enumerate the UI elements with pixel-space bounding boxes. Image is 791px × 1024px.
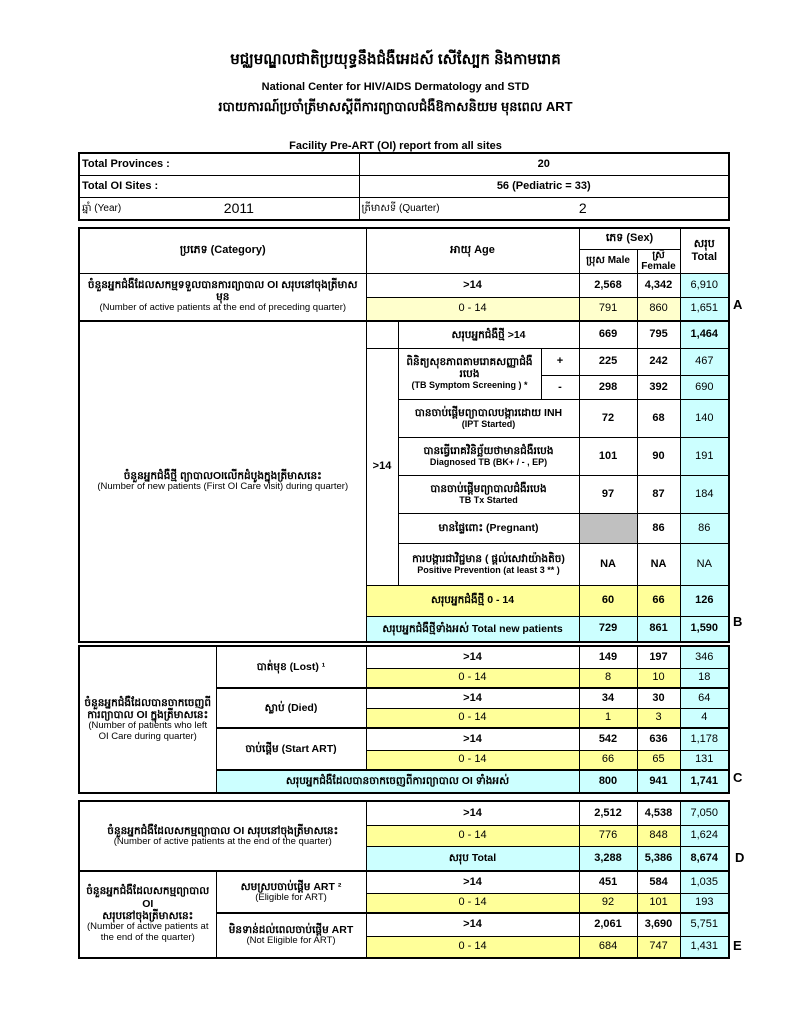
c-lost-under14-male: 8 bbox=[579, 668, 637, 688]
section-d-category-english: (Number of active patients at the end of the quarter) bbox=[113, 835, 332, 847]
b-positive-prevention-total: NA bbox=[680, 543, 729, 585]
report-header bbox=[0, 50, 791, 152]
c-lost-label: បាត់មុខ (Lost) ¹ bbox=[216, 646, 366, 688]
e-eligible-under14-female: 101 bbox=[637, 893, 680, 913]
b-positive-prevention-label bbox=[398, 543, 579, 585]
section-c-category bbox=[79, 646, 216, 793]
c-died-label: ស្លាប់ (Died) bbox=[216, 688, 366, 728]
col-header-age: អាយុ Age bbox=[366, 228, 579, 273]
b-age-span-over14: >14 bbox=[366, 348, 398, 585]
section-a-category-khmer: ចំនួនអ្នកជំងឺដែលសកម្មទទួលបានការព្យាបាល OI សរុបនៅចុងត្រីមាសមុន bbox=[87, 279, 358, 304]
e-eligible-over14-male: 451 bbox=[579, 871, 637, 893]
section-c-category-khmer2: ការព្យាបាល OI ក្នុងត្រីមាសនេះ bbox=[87, 708, 209, 721]
c-lost-over14-total: 346 bbox=[680, 646, 729, 668]
section-b-category-khmer: ចំនួនអ្នកជំងឺថ្មី ព្យាបាលOIលើកដំបូងក្នុងត្រីមាសនេះ bbox=[123, 470, 322, 482]
a-under14-male: 791 bbox=[579, 297, 637, 321]
b-ipt-label bbox=[398, 399, 579, 437]
c-start-art-under14-male: 66 bbox=[579, 750, 637, 770]
e-not-eligible-over14-age: >14 bbox=[366, 913, 579, 936]
year-cell bbox=[79, 197, 359, 220]
c-start-art-over14-male: 542 bbox=[579, 728, 637, 750]
b-total-new-patients-total: 1,590 bbox=[680, 616, 729, 642]
b-total-new-over14-male: 669 bbox=[579, 321, 637, 348]
col-header-category: ប្រភេទ (Category) bbox=[79, 228, 366, 273]
e-not-eligible-over14-male: 2,061 bbox=[579, 913, 637, 936]
a-under14-total: 1,651 bbox=[680, 297, 729, 321]
d-over14-total: 7,050 bbox=[680, 801, 729, 825]
b-tb-plus-total: 467 bbox=[680, 348, 729, 375]
total-oi-sites-value: 56 (Pediatric = 33) bbox=[359, 175, 729, 197]
b-positive-prevention-male: NA bbox=[579, 543, 637, 585]
c-start-art-under14-age: 0 - 14 bbox=[366, 750, 579, 770]
c-start-art-over14-female: 636 bbox=[637, 728, 680, 750]
b-diag-tb-english: Diagnosed TB (BK+ / - , EP) bbox=[429, 456, 548, 467]
b-total-new-over14-label: សរុបអ្នកជំងឺថ្មី >14 bbox=[398, 321, 579, 348]
a-under14-age: 0 - 14 bbox=[366, 297, 579, 321]
d-total-total: 8,674 bbox=[680, 846, 729, 871]
b-tb-screening-english: (TB Symptom Screening ) * bbox=[411, 380, 528, 391]
b-total-new-under14-female: 66 bbox=[637, 585, 680, 616]
report-title: Facility Pre-ART (OI) report from all sites bbox=[289, 140, 502, 152]
b-tb-minus-female: 392 bbox=[637, 375, 680, 399]
info-table bbox=[78, 152, 730, 221]
section-e-category-english2: the end of the quarter) bbox=[100, 931, 195, 943]
main-table-ab bbox=[78, 227, 730, 643]
b-total-new-under14-total: 126 bbox=[680, 585, 729, 616]
section-d-category-khmer: ចំនួនអ្នកជំងឺដែលសកម្មព្យាបាល OI សរុបនៅចុងត្រីមាសនេះ bbox=[107, 824, 339, 837]
table-left-oi-care bbox=[78, 645, 730, 794]
section-tag-a: A bbox=[733, 297, 743, 312]
b-row1-spacer bbox=[366, 321, 398, 348]
c-total-female: 941 bbox=[637, 770, 680, 793]
c-total-label: សរុបអ្នកជំងឺដែលបានចាកចេញពីការព្យាបាល OI ទាំងអស់ bbox=[216, 770, 579, 793]
c-died-over14-total: 64 bbox=[680, 688, 729, 708]
b-total-new-patients-female: 861 bbox=[637, 616, 680, 642]
a-over14-male: 2,568 bbox=[579, 273, 637, 297]
b-ipt-male: 72 bbox=[579, 399, 637, 437]
e-not-eligible-english: (Not Eligible for ART) bbox=[246, 935, 336, 947]
org-title-english: National Center for HIV/AIDS Dermatology and STD bbox=[261, 81, 530, 93]
d-over14-female: 4,538 bbox=[637, 801, 680, 825]
report-subtitle-khmer: របាយការណ៍ប្រចាំត្រីមាសស្តីពីការព្យាបាលជំងឺឱកាសនិយម មុនពេល ART bbox=[218, 99, 573, 114]
section-c-category-khmer1: ចំនួនអ្នកជំងឺដែលបានចាកចេញពី bbox=[84, 696, 212, 709]
b-tb-plus-male: 225 bbox=[579, 348, 637, 375]
b-tbtx-label bbox=[398, 475, 579, 513]
b-total-new-over14-female: 795 bbox=[637, 321, 680, 348]
b-total-new-under14-label: សរុបអ្នកជំងឺថ្មី 0 - 14 bbox=[366, 585, 579, 616]
year-value: 2011 bbox=[223, 200, 254, 217]
section-e-category-khmer1: ចំនួនអ្នកជំងឺដែលសកម្មព្យាបាល OI bbox=[86, 885, 210, 910]
c-lost-under14-age: 0 - 14 bbox=[366, 668, 579, 688]
e-not-eligible-under14-male: 684 bbox=[579, 936, 637, 958]
section-e-category-english1: (Number of active patients at bbox=[87, 920, 209, 932]
b-tbtx-total: 184 bbox=[680, 475, 729, 513]
b-positive-prevention-english: Positive Prevention (at least 3 ** ) bbox=[417, 564, 560, 575]
e-eligible-under14-male: 92 bbox=[579, 893, 637, 913]
b-total-new-over14-total: 1,464 bbox=[680, 321, 729, 348]
table-active-end-quarter bbox=[78, 800, 730, 959]
b-ipt-female: 68 bbox=[637, 399, 680, 437]
c-lost-over14-male: 149 bbox=[579, 646, 637, 668]
section-a-category-english: (Number of active patients at the end of preceding quarter) bbox=[99, 302, 347, 314]
d-total-female: 5,386 bbox=[637, 846, 680, 871]
total-provinces-label: Total Provinces : bbox=[79, 153, 359, 175]
e-eligible-label bbox=[216, 871, 366, 913]
e-eligible-under14-total: 193 bbox=[680, 893, 729, 913]
section-tag-e: E bbox=[733, 938, 742, 953]
b-tb-plus-female: 242 bbox=[637, 348, 680, 375]
a-over14-female: 4,342 bbox=[637, 273, 680, 297]
b-pregnant-male-na-cell bbox=[579, 513, 637, 543]
section-c-category-english2: OI Care during quarter) bbox=[98, 730, 197, 742]
quarter-cell bbox=[359, 197, 729, 220]
section-tag-b: B bbox=[733, 614, 743, 629]
e-not-eligible-khmer: មិនទាន់ដល់ពេលចាប់ផ្តើម ART bbox=[228, 924, 354, 936]
c-start-art-label: ចាប់ផ្តើម (Start ART) bbox=[216, 728, 366, 770]
e-not-eligible-label bbox=[216, 913, 366, 958]
c-lost-over14-female: 197 bbox=[637, 646, 680, 668]
d-under14-total: 1,624 bbox=[680, 825, 729, 846]
e-eligible-over14-female: 584 bbox=[637, 871, 680, 893]
section-tag-d: D bbox=[735, 850, 745, 865]
quarter-label: ត្រីមាសទី (Quarter) bbox=[361, 202, 440, 214]
c-died-over14-female: 30 bbox=[637, 688, 680, 708]
b-total-new-patients-label: សរុបអ្នកជំងឺថ្មីទាំងអស់ Total new patients bbox=[366, 616, 579, 642]
c-lost-under14-total: 18 bbox=[680, 668, 729, 688]
c-start-art-under14-female: 65 bbox=[637, 750, 680, 770]
b-tbtx-english: TB Tx Started bbox=[459, 494, 518, 505]
c-total-total: 1,741 bbox=[680, 770, 729, 793]
c-died-under14-total: 4 bbox=[680, 708, 729, 728]
e-not-eligible-under14-age: 0 - 14 bbox=[366, 936, 579, 958]
b-diag-tb-khmer: បានធ្វើរោគវិនិច្ឆ័យថាមានជំងឺរបេង bbox=[423, 444, 554, 457]
b-total-new-under14-male: 60 bbox=[579, 585, 637, 616]
section-b-category bbox=[79, 321, 366, 642]
b-tb-screening-khmer: ពិនិត្យសុខភាពតាមរោគសញ្ញាជំងឺរបេង bbox=[406, 356, 533, 381]
col-header-sex: ភេទ (Sex) bbox=[579, 228, 680, 249]
d-under14-male: 776 bbox=[579, 825, 637, 846]
b-positive-prevention-khmer: ការបង្ការជាវិជ្ជមាន ( ផ្តល់សេវាយ៉ាងតិច) bbox=[412, 552, 565, 565]
a-over14-age: >14 bbox=[366, 273, 579, 297]
a-over14-total: 6,910 bbox=[680, 273, 729, 297]
section-d-category bbox=[79, 801, 366, 871]
section-e-category-khmer2: សរុបនៅចុងត្រីមាសនេះ bbox=[102, 909, 194, 922]
d-under14-age: 0 - 14 bbox=[366, 825, 579, 846]
b-ipt-english: (IPT Started) bbox=[461, 418, 516, 429]
col-header-total: សរុប Total bbox=[680, 228, 729, 273]
c-lost-over14-age: >14 bbox=[366, 646, 579, 668]
section-a-category bbox=[79, 273, 366, 321]
b-diag-tb-label bbox=[398, 437, 579, 475]
e-not-eligible-under14-female: 747 bbox=[637, 936, 680, 958]
b-pregnant-label: មានផ្ទៃពោះ (Pregnant) bbox=[398, 513, 579, 543]
d-over14-age: >14 bbox=[366, 801, 579, 825]
b-tb-screening-label bbox=[398, 348, 541, 399]
d-over14-male: 2,512 bbox=[579, 801, 637, 825]
section-b-category-english: (Number of new patients (First OI Care visit) during quarter) bbox=[97, 481, 349, 493]
b-tbtx-male: 97 bbox=[579, 475, 637, 513]
c-died-over14-age: >14 bbox=[366, 688, 579, 708]
section-e-category bbox=[79, 871, 216, 958]
c-start-art-over14-age: >14 bbox=[366, 728, 579, 750]
quarter-value: 2 bbox=[578, 200, 587, 217]
section-tag-c: C bbox=[733, 770, 743, 785]
b-total-new-patients-male: 729 bbox=[579, 616, 637, 642]
c-died-under14-female: 3 bbox=[637, 708, 680, 728]
total-provinces-value: 20 bbox=[359, 153, 729, 175]
c-start-art-over14-total: 1,178 bbox=[680, 728, 729, 750]
e-not-eligible-over14-female: 3,690 bbox=[637, 913, 680, 936]
b-tbtx-female: 87 bbox=[637, 475, 680, 513]
col-header-female: ស្រី Female bbox=[637, 249, 680, 273]
d-under14-female: 848 bbox=[637, 825, 680, 846]
e-eligible-over14-total: 1,035 bbox=[680, 871, 729, 893]
b-ipt-khmer: បានចាប់ផ្តើមព្យាបាលបង្ការដោយ INH bbox=[414, 406, 563, 419]
b-diag-tb-female: 90 bbox=[637, 437, 680, 475]
b-diag-tb-male: 101 bbox=[579, 437, 637, 475]
b-tb-plus-sign: + bbox=[541, 348, 579, 375]
c-start-art-under14-total: 131 bbox=[680, 750, 729, 770]
c-total-male: 800 bbox=[579, 770, 637, 793]
b-tb-minus-sign: - bbox=[541, 375, 579, 399]
b-tbtx-khmer: បានចាប់ផ្តើមព្យាបាលជំងឺរបេង bbox=[430, 482, 547, 495]
d-total-male: 3,288 bbox=[579, 846, 637, 871]
b-pregnant-total: 86 bbox=[680, 513, 729, 543]
c-died-under14-male: 1 bbox=[579, 708, 637, 728]
c-died-under14-age: 0 - 14 bbox=[366, 708, 579, 728]
a-under14-female: 860 bbox=[637, 297, 680, 321]
e-eligible-under14-age: 0 - 14 bbox=[366, 893, 579, 913]
b-tb-minus-male: 298 bbox=[579, 375, 637, 399]
b-tb-minus-total: 690 bbox=[680, 375, 729, 399]
col-header-male: ប្រុស Male bbox=[579, 249, 637, 273]
b-pregnant-female: 86 bbox=[637, 513, 680, 543]
b-ipt-total: 140 bbox=[680, 399, 729, 437]
section-c-category-english1: (Number of patients who left bbox=[88, 719, 208, 731]
b-positive-prevention-female: NA bbox=[637, 543, 680, 585]
c-died-over14-male: 34 bbox=[579, 688, 637, 708]
e-not-eligible-under14-total: 1,431 bbox=[680, 936, 729, 958]
e-eligible-khmer: សមស្របចាប់ផ្តើម ART ² bbox=[240, 880, 342, 893]
e-eligible-english: (Eligible for ART) bbox=[255, 891, 327, 903]
e-not-eligible-over14-total: 5,751 bbox=[680, 913, 729, 936]
org-title-khmer: មជ្ឈមណ្ឌលជាតិប្រយុទ្ធនឹងជំងឺអេដស៍ សើស្បែក និងកាមរោគ bbox=[230, 51, 561, 68]
b-diag-tb-total: 191 bbox=[680, 437, 729, 475]
total-oi-sites-label: Total OI Sites : bbox=[79, 175, 359, 197]
c-lost-under14-female: 10 bbox=[637, 668, 680, 688]
e-eligible-over14-age: >14 bbox=[366, 871, 579, 893]
year-label: ឆ្នាំ (Year) bbox=[82, 202, 122, 214]
d-total-label: សរុប Total bbox=[366, 846, 579, 871]
